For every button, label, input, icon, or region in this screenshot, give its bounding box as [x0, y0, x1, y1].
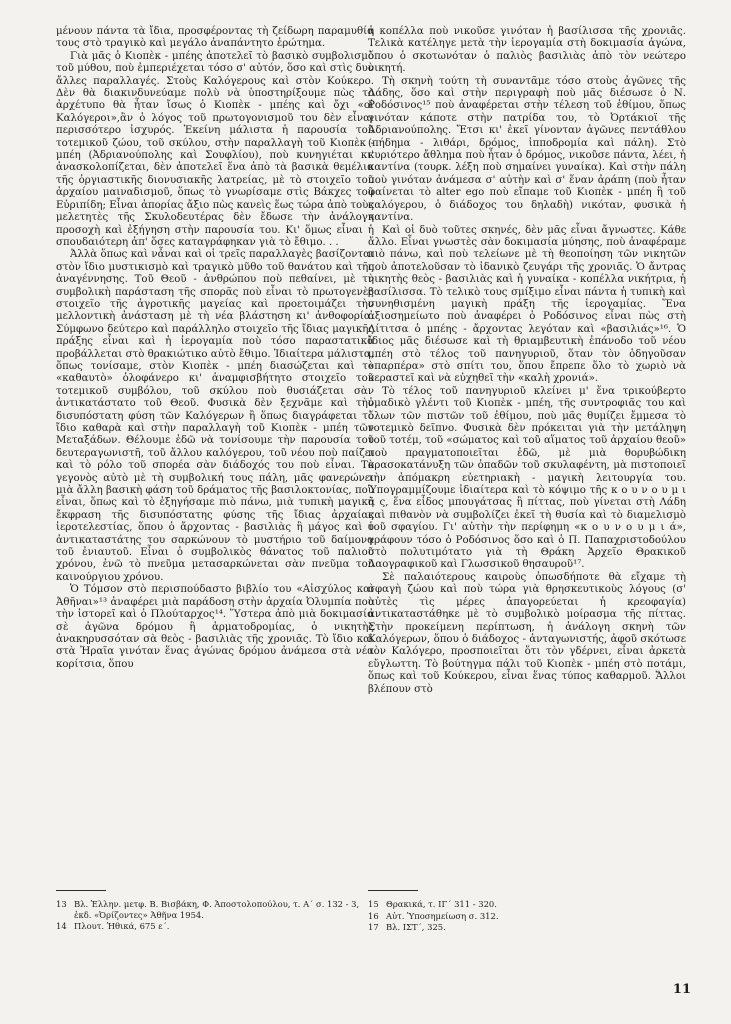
footnote: [368, 899, 686, 910]
paragraph: Ἀλλὰ ὅπως καὶ νἆναι καὶ οἱ τρεῖς παραλλαγὲς βασίζονται στὸν ἴδιο μυστικισμὸ καὶ τραγικὸ μῦθο τοῦ θανάτου καὶ τῆς ἀναγέννησης. Τοῦ Θεοῦ - ἀνθρώπου ποὺ πεθαίνει, μὲ τὴ συμβολικὴ παράσταση τῆς σπορᾶς ποὺ εἶναι τὸ πρωτογενὲς στοιχεῖο τῆς ἀγροτικῆς μαγείας καὶ προετοιμάζει τὴν μελλοντικὴ ἀνάσταση μὲ τὴ νέα βλάστηση κι' ἀνθοφορία. Σύμφωνο δεύτερο καὶ παράλληλο στοιχεῖο τῆς ἴδιας μαγικῆς πράξης εἶναι καὶ ἡ ἱερογαμία ποὺ τόσο παραστατικὰ προβάλλεται στὸ θρακιώτικο αὐτὸ ἔθιμο. Ἰδιαίτερα μάλιστα, ὅπως τονίσαμε, στὸν Κιοπὲκ - μπέη διασώζεται καὶ τὸ «καθαυτὸ» ὁλοφάνερο κι' ἀναμφισβήτητο στοιχεῖο τοῦ τοτεμικοῦ συμβόλου, τοῦ σκύλου ποὺ θυσιάζεται σὰν ἀντικατάστατο τοῦ Θεοῦ. Φυσικὰ δὲν ξεχνᾶμε καὶ τὴν δισυπόστατη φύση τῶν Καλόγερων ἢ ὅπως διαγράφεται τὸ ἴδιο καθαρὰ καὶ στὴν παραλλαγὴ τοῦ Κιοπὲκ - μπέη τῶν Μεταξάδων. Θέλουμε ἐδῶ νὰ τονίσουμε τὴν παρουσία τοῦ δευτεραγωνιστῆ, τοῦ ἄλλου καλόγερου, τοῦ νέου ποὺ παίζει καὶ τὸ ρόλο τοῦ σπορέα σὰν διάδοχός του ποὺ εἶναι. Τὸ γεγονὸς αὐτὸ μὲ τὴ συμβολική τους πάλη, μᾶς φανερώνει μιὰ ἄλλη βασικὴ φάση τοῦ δράματος τῆς βασιλοκτονίας, ποὺ εἶναι, ὅπως καὶ τὸ ἐξηγήσαμε πιὸ πάνω, μιὰ τυπικὴ μαγικὴ ἔκφραση τῆς δισυπόστατης φύσης τῆς ἴδιας ἀρχαίας ἱεροτελεστίας, ὅπου ὁ ἄρχοντας - βασιλιὰς ἢ μάγος καὶ ὁ ἀντικαταστάτης του σαρκώνουν τὸ μυστήριο τοῦ δαίμονα τοῦ ἐνιαυτοῦ. Εἶναι ὁ συμβολικὸς θάνατος τοῦ παλιοῦ χρόνου, ἐνῶ τὸ πνεῦμα μετασαρκώνεται σὰν πνεῦμα τοῦ καινούργιου χρόνου.: [56, 249, 374, 583]
footnote: [56, 899, 374, 920]
footnotes-right: [368, 890, 686, 934]
footnote-number: 17: [368, 922, 379, 933]
footnote-number: 13: [56, 899, 67, 909]
paragraph: ἡ κοπέλλα ποὺ νικοῦσε γινόταν ἡ βασίλισσα τῆς χρονιᾶς. Τελικὰ κατέληγε μετὰ τὴν ἱερογαμία στὴ δοκιμασία ἀγώνα, ὅπου ὁ σκοτωνόταν ὁ παλιὸς βασιλιὰς ἀπὸ τὸν νεώτερο νικητή.: [368, 26, 686, 75]
paragraph: μένουν πάντα τὰ ἴδια, προσφέροντας τὴ ζείδωρη παραμυθία τους στὸ τραγικὸ καὶ μεγάλο ἀναπάντητο ἐρώτημα.: [56, 26, 374, 50]
footnote-rule: [56, 890, 106, 891]
footnotes-left: [56, 890, 374, 933]
page-number: 11: [672, 982, 691, 997]
footnote-number: 16: [368, 910, 379, 921]
footnote-text: Πλουτ. Ἠθικά, 675 ε΄.: [74, 921, 170, 932]
footnote-number: 14: [56, 921, 67, 932]
left-text-column: [56, 26, 374, 671]
paragraph: Ὁ Τόμσον στὸ περισπούδαστο βιβλίο του «Αἰσχύλος καὶ Ἀθῆναι»¹³ ἀναφέρει μιὰ παράδοση στὴν ἀρχαία Ὀλυμπία ποὺ τὴν ἱστορεῖ καὶ ὁ Πλούταρχος¹⁴. Ὕστερα ἀπὸ μιὰ δοκιμασία σὲ ἀγῶνα δρόμου ἢ ἁρματοδρομίας, ὁ νικητὴς ἀνακηρυσσόταν σὰ θεὸς - βασιλιὰς τῆς χρονιᾶς. Τὸ ἴδιο καὶ στὰ Ἡραῖα γινόταν ἕνας ἀγώνας δρόμου ἀνάμεσα στὰ νέα κορίτσια, ὅπου: [56, 584, 374, 670]
footnote-text: Θρακικά, τ. ΙΓ΄ 311 - 320.: [386, 899, 497, 909]
paragraph: Τὴ σκηνὴ τούτη τὴ συναντᾶμε τόσο στοὺς ἀγῶνες τῆς Λάδης, ὅσο καὶ στὴν περιγραφὴ ποὺ μᾶς διέσωσε ὁ Ν. Ροδόσινος¹⁵ ποὺ ἀναφέρεται στὴν τέλεση τοῦ ἐθίμου, ὅπως γινόταν κάποτε στὴν πατρίδα του, τὸ Ὀρτάκιοϊ τῆς Ἀδριανούπολης. Ἔτσι κι' ἐκεῖ γίνονταν ἀγῶνες πεντάθλου (πήδημα - λιθάρι, δρόμος, ἱπποδρομία καὶ πάλη). Στὸ κυριότερο ἄθλημα ποὺ ἦταν ὁ δρόμος, νικοῦσε πάντα, λέει, ἡ καντίνα (τουρκ. λέξη ποὺ σημαίνει γυναίκα). Καὶ στὴν πάλη ποὺ γινόταν ἀνάμεσα σ' αὐτὴν καὶ σ' ἕναν ἀράπη (ποὺ ἦταν φαίνεται τὸ alter ego ποὺ εἴπαμε τοῦ Κιοπὲκ - μπέη ἢ τοῦ καλόγερου, ὁ διάδοχος του δηλαδὴ) νικόταν, φυσικὰ ἡ καντίνα.: [368, 75, 686, 224]
footnote-text: Βλ. Ἑλλην. μετφ. Β. Βισβάκη, Φ. Ἀποστολοπούλου, τ. Α΄ σ. 132 - 3, ἐκδ. «Ὀρίζοντες» Ἀθῆνα 1954.: [74, 899, 360, 920]
paragraph: Καὶ οἱ δυὸ τοῦτες σκηνές, δὲν μᾶς εἶναι ἄγνωστες. Κάθε ἄλλο. Εἶναι γνωστὲς σὰν δοκιμασία μύησης, ποὺ ἀναφέραμε πιὸ πάνω, καὶ ποὺ τελείωνε μὲ τὴ θεοποίηση τῶν νικητῶν ποὺ ἀποτελοῦσαν τὸ ἰδανικὸ ζευγάρι τῆς χρονιᾶς. Ὁ ἄντρας νικητὴς θεὸς - βασιλιὰς καὶ ἡ γυναίκα - κοπέλλα νικήτρια, ἡ βασίλισσα. Τὸ τελικὸ τους σμίξιμο εἶναι πάντα ἡ τυπικὴ καὶ συνηθισμένη μαγικὴ πράξη τῆς ἱερογαμίας. Ἕνα ἀξιοσημείωτο ποὺ ἀναφέρει ὁ Ροδόσινος εἶναι πὼς στὴ Λίτιτσα ὁ μπέης - ἄρχοντας λεγόταν καὶ «βασιλιάς»¹⁶. Ὁ ἴδιος μᾶς διέσωσε καὶ τὴ θριαμβευτικὴ ἐπάνοδο τοῦ νέου μπέη στὸ τέλος τοῦ πανηγυριοῦ, ὅταν τὸν ὁδηγοῦσαν «παρπέρα» στὸ σπίτι του, ὅπου ἔπρεπε ὅλο τὸ χωριὸ νὰ κεραστεῖ καὶ νὰ εὐχηθεῖ τὴν «καλὴ χρονιά».: [368, 224, 686, 385]
footnote: [56, 921, 374, 932]
footnote-rule: [368, 890, 418, 891]
footnote-number: 15: [368, 899, 379, 909]
footnote: [368, 922, 686, 933]
paragraph: Τὸ τέλος τοῦ πανηγυριοῦ κλείνει μ' ἕνα τρικούβερτο ὁμαδικὸ γλέντι τοῦ Κιοπὲκ - μπέη, τῆς συντροφιᾶς του καὶ ὅλων τῶν πιστῶν τοῦ ἐθίμου, ποὺ μᾶς θυμίζει ἔμμεσα τὸ τοτεμικὸ δεῖπνο. Φυσικὰ δὲν πρόκειται γιὰ τὴν μετάληψη τοῦ τοτέμ, τοῦ «σώματος καὶ τοῦ αἵματος τοῦ ἀρχαίου θεοῦ» ποὺ πραγματοποιεῖται ἐδῶ, μὲ μιὰ θορυβώδικη κρασοκατάνυξη τῶν ὀπαδῶν τοῦ σκυλαφέντη, μὰ πιστοποιεῖ τὴν ἀπόμακρη εὐετηριακὴ - μαγικὴ λειτουργία του. Ὑπογραμμίζουμε ἰδιαίτερα καὶ τὸ κόψιμο τῆς κ ο υ ν ο υ μ ι ᾶ ς, ἕνα εἶδος μπουγάτσας ἢ πίττας, ποὺ γίνεται στὴ Λάδη καὶ πιθανὸν νὰ συμβολίζει ἐκεῖ τὴ θυσία καὶ τὸ διαμελισμὸ τοῦ σφαγίου. Γι' αὐτὴν τὴν περίφημη «κ ο υ ν ο υ μ ι ά», γράφουν τόσο ὁ Ροδόσινος ὅσο καὶ ὁ Π. Παπαχριστοδούλου στὸ πολυτιμότατο γιὰ τὴ Θράκη Ἀρχεῖο Θρακικοῦ Λαογραφικοῦ καὶ Γλωσσικοῦ θησαυροῦ¹⁷.: [368, 385, 686, 571]
footnote-text: Βλ. ΙΣΤ΄, 325.: [386, 922, 446, 933]
footnote: [368, 911, 686, 922]
paragraph: Γιὰ μᾶς ὁ Κιοπὲκ - μπέης ἀποτελεῖ τὸ βασικὸ συμβολισμὸ τοῦ μύθου, ποὺ ἐμπεριέχεται τόσο σ' αὐτόν, ὅσο καὶ στὶς δυὸ ἄλλες παραλλαγές. Στοὺς Καλόγερους καὶ στὸν Κούκερο. Δὲν θὰ διακινδυνεύαμε πολὺ νὰ ὑποστηρίξουμε πὼς τὸ ἀρχέτυπο θὰ ἦταν ἴσως ὁ Κιοπὲκ - μπέης καὶ ὄχι «οἱ Καλόγεροι»,ἂν ὁ λόγος τοῦ πρωτογονισμοῦ του δὲν εἶναι περισσότερο ἰσχυρός. Ἐκείνη μάλιστα ἡ παρουσία τοῦ τοτεμικοῦ ζώου, τοῦ σκύλου, στὴν παραλλαγὴ τοῦ Κιοπὲκ - μπέη (Ἀδριανούπολης καὶ Σουφλίου), ποὺ κυνηγιέται κι' ἀνασκολοπίζεται, δὲν ἀποτελεῖ ἕνα ἀπὸ τὰ βασικὰ θεμέλια τῆς ὀργιαστικῆς διονυσιακῆς λατρείας, μὲ τὸ στοιχεῖο τοῦ ἀρχαίου μαιναδισμοῦ, ὅπως τὸ γνωρίσαμε στὶς Βάκχες τοῦ Εὐριπίδη; Εἶναι ἀπορίας ἄξιο πὼς κανεὶς ἕως τώρα ἀπὸ τοὺς μελετητὲς τῆς Σκυλοδευτέρας δὲν ἔδωσε τὴν ἀνάλογη προσοχὴ καὶ ἐξήγηση στὴν παρουσία του. Κι' ὅμως εἶναι ἡ σπουδαιότερη ἀπ' ὅσες καταγράφηκαν γιὰ τὸ ἔθιμο. . .: [56, 50, 374, 248]
right-text-column: [368, 26, 686, 696]
paragraph: Σὲ παλαιότερους καιροὺς ὁπωσδήποτε θὰ εἴχαμε τὴ σφαγὴ ζώου καὶ ποὺ τώρα γιὰ θρησκευτικοὺς λόγους (σ' αὐτὲς τὶς μέρες ἀπαγορεύεται ἡ κρεοφαγία) ἀντικαταστάθηκε μὲ τὸ συμβολικὸ μοίρασμα τῆς πίττας. Στὴν προκείμενη περίπτωση, ἡ ἀνάλογη σκηνὴ τῶν Καλόγερων, ὅπου ὁ διάδοχος - ἀνταγωνιστής, ἀφοῦ σκότωσε τὸν Καλόγερο, προσποιεῖται ὅτι τὸν γδέρνει, εἶναι ἀρκετὰ εὔγλωττη. Τὸ βούτηγμα πάλι τοῦ Κιοπὲκ - μπέη στὸ ποτάμι, ὅπως καὶ τοῦ Κούκερου, εἶναι ἕνας τύπος καθαρμοῦ. Ἄλλοι βλέπουν στὸ: [368, 571, 686, 695]
footnote-text: Αὐτ. Ὑποσημείωση σ. 312.: [386, 910, 499, 921]
